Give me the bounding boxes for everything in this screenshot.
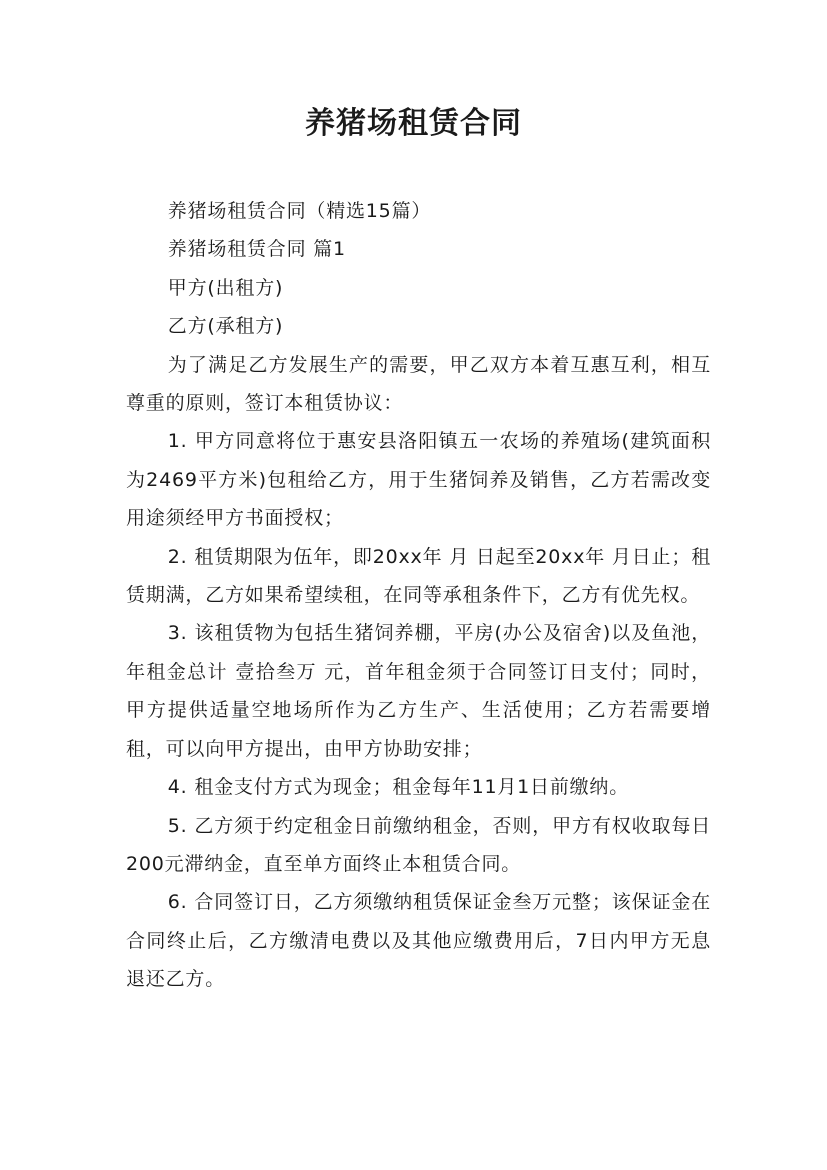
paragraph-preamble: 为了满足乙方发展生产的需要，甲乙双方本着互惠互利，相互尊重的原则，签订本租赁协议： (126, 353, 711, 415)
document-body (126, 192, 711, 999)
paragraph-clause-5: 5. 乙方须于约定租金日前缴纳租金，否则，甲方有权收取每日200元滞纳金，直至单方面终止本租赁合同。 (126, 814, 711, 875)
paragraph-subtitle: 养猪场租赁合同（精选15篇） (167, 200, 432, 222)
paragraph-clause-2: 2. 租赁期限为伍年，即20xx年 月 日起至20xx年 月日止；租赁期满，乙方如果希望续租，在同等承租条件下，乙方有优先权。 (126, 545, 711, 607)
paragraph-section-heading: 养猪场租赁合同 篇1 (167, 238, 346, 261)
paragraph-clause-6: 6. 合同签订日，乙方须缴纳租赁保证金叁万元整；该保证金在合同终止后，乙方缴清电费以及其他应缴费用后，7日内甲方无息退还乙方。 (126, 891, 711, 991)
document-title: 养猪场租赁合同 (305, 106, 522, 141)
paragraph-party-a: 甲方(出租方) (167, 276, 284, 299)
paragraph-party-b: 乙方(承租方) (167, 315, 284, 338)
paragraph-clause-3: 3. 该租赁物为包括生猪饲养棚，平房(办公及宿舍)以及鱼池，年租金总计 壹拾叁万 元，首年租金须于合同签订日支付；同时，甲方提供适量空地场所作为乙方生产、生活使用；乙方若需要增租，可以向甲方提出，由甲方协助安排； (126, 622, 711, 760)
paragraph-clause-1: 1. 甲方同意将位于惠安县洛阳镇五一农场的养殖场(建筑面积为2469平方米)包租给乙方，用于生猪饲养及销售，乙方若需改变用途须经甲方书面授权； (126, 430, 711, 530)
paragraph-clause-4: 4. 租金支付方式为现金；租金每年11月1日前缴纳。 (167, 776, 630, 799)
